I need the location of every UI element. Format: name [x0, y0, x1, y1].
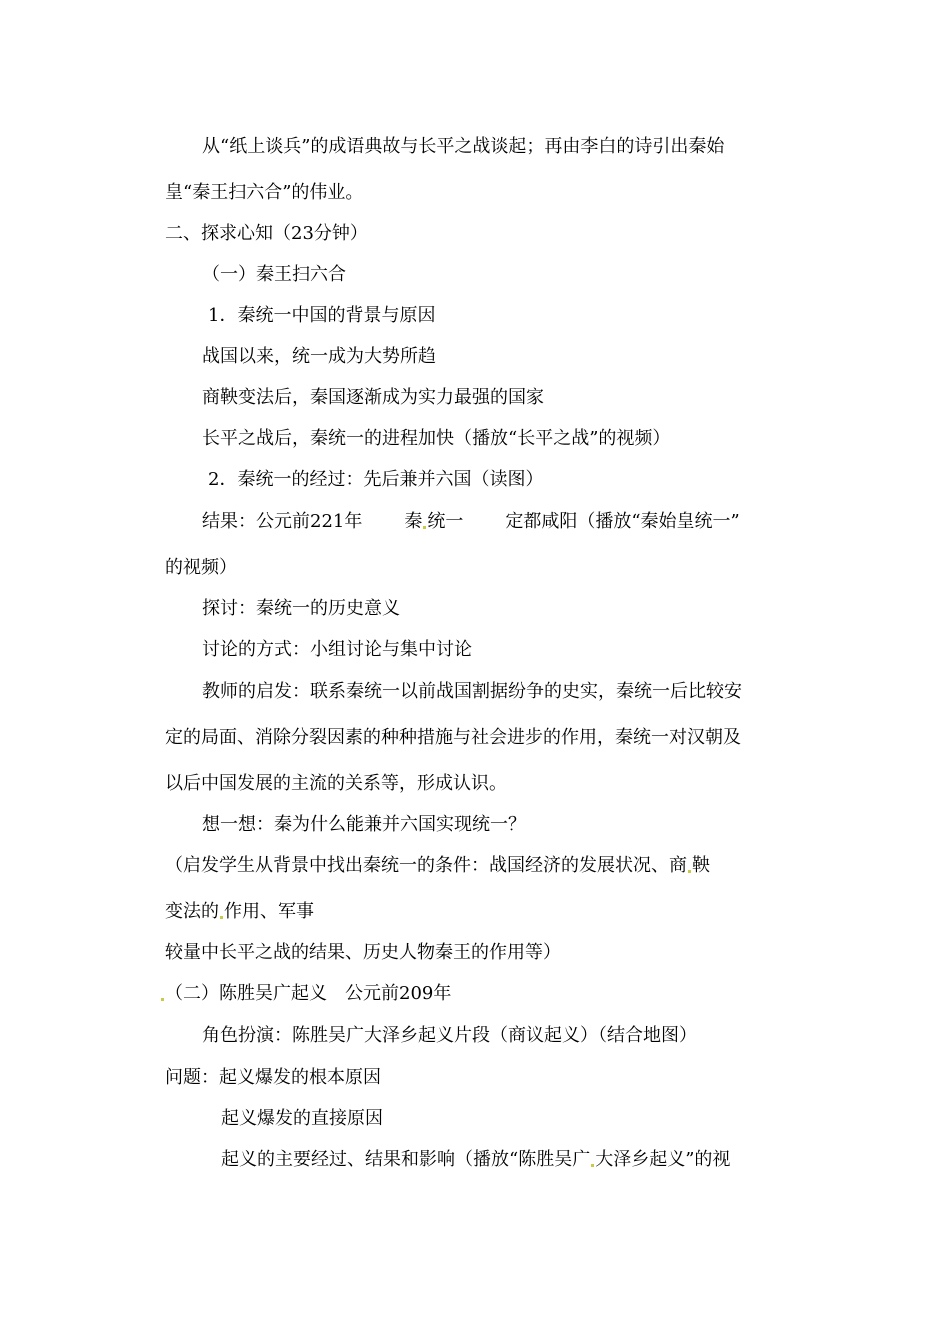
question-1: 问题：起义爆发的根本原因	[165, 1067, 381, 1088]
result-date: 结果：公元前221年	[202, 511, 363, 532]
result-line	[202, 510, 740, 534]
discussion-topic: 探讨：秦统一的历史意义	[202, 598, 400, 619]
condition-line-2	[165, 900, 314, 924]
question-3	[221, 1148, 730, 1172]
question-3-b: 大泽乡起义”的视	[595, 1149, 731, 1170]
speck-mark	[591, 1164, 594, 1167]
think-question: 想一想：秦为什么能兼并六国实现统一？	[202, 814, 526, 835]
intro-line-1: 从“纸上谈兵”的成语典故与长平之战谈起；再由李白的诗引出秦始	[202, 136, 725, 157]
condition-text-c: 变法的	[165, 901, 219, 922]
condition-text-d: 作用、军事	[224, 901, 314, 922]
background-point-2: 商鞅变法后，秦国逐渐成为实力最强的国家	[202, 387, 544, 408]
condition-text-b: 鞅	[692, 855, 710, 876]
section-2-heading: 二、探求心知（23分钟）	[165, 223, 368, 244]
result-capital: 定都咸阳（播放“秦始皇统一”	[505, 511, 740, 532]
subsection-2-heading: （二）陈胜吴广起义 公元前209年	[165, 983, 452, 1004]
speck-mark	[423, 526, 426, 529]
teacher-hint-2: 定的局面、消除分裂因素的种种措施与社会进步的作用，秦统一对汉朝及	[165, 727, 741, 748]
role-play: 角色扮演：陈胜吴广大泽乡起义片段（商议起义）（结合地图）	[202, 1025, 697, 1046]
condition-line-3: 较量中长平之战的结果、历史人物秦王的作用等）	[165, 942, 561, 963]
background-point-1: 战国以来，统一成为大势所趋	[202, 346, 436, 367]
speck-mark	[161, 998, 164, 1001]
teacher-hint-1: 教师的启发：联系秦统一以前战国割据纷争的史实，秦统一后比较安	[202, 681, 742, 702]
speck-mark	[220, 916, 223, 919]
intro-line-2: 皇“秦王扫六合”的伟业。	[165, 182, 364, 203]
subsection-1-heading: （一）秦王扫六合	[202, 264, 346, 285]
question-3-a: 起义的主要经过、结果和影响（播放“陈胜吴广	[221, 1149, 591, 1170]
speck-mark	[688, 870, 691, 873]
question-2: 起义爆发的直接原因	[221, 1108, 383, 1129]
discussion-method: 讨论的方式：小组讨论与集中讨论	[202, 639, 472, 660]
result-continuation: 的视频）	[165, 557, 237, 578]
background-point-3: 长平之战后，秦统一的进程加快（播放“长平之战”的视频）	[202, 428, 671, 449]
result-unify-a: 秦	[404, 511, 423, 532]
condition-text-a: （启发学生从背景中找出秦统一的条件：战国经济的发展状况、商	[165, 855, 687, 876]
condition-line-1	[165, 854, 710, 878]
result-unify-b: 统一	[427, 511, 464, 532]
subsection-2-line	[160, 982, 451, 1006]
item-1-heading: 1．秦统一中国的背景与原因	[208, 305, 436, 326]
item-2-heading: 2．秦统一的经过：先后兼并六国（读图）	[208, 469, 544, 490]
teacher-hint-3: 以后中国发展的主流的关系等，形成认识。	[165, 773, 507, 794]
